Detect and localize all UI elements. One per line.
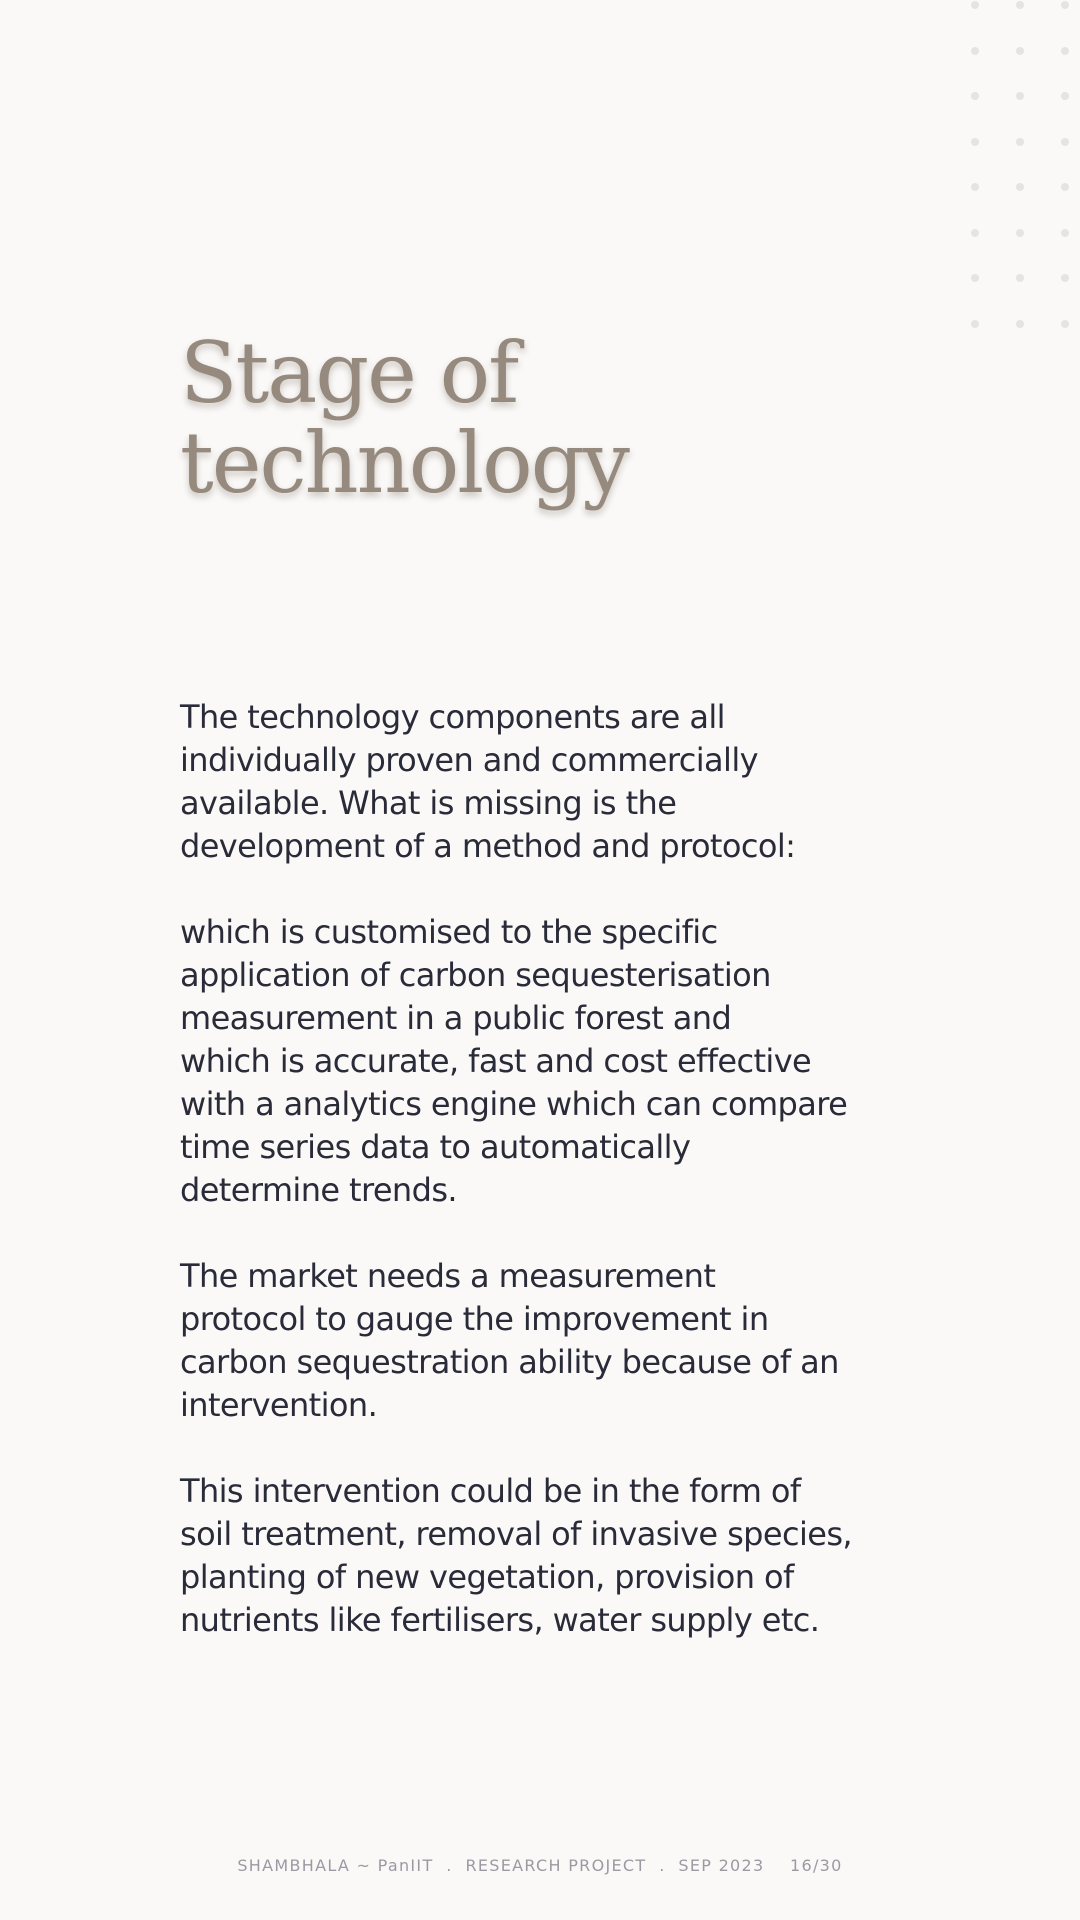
slide-footer: SHAMBHALA ~ PanIIT . RESEARCH PROJECT . SEP 2023 16/30: [237, 1856, 843, 1875]
decorative-dot: [971, 47, 979, 55]
decorative-dot: [971, 92, 979, 100]
body-paragraph-2: which is customised to the specific application of carbon sequesterisation measurement in a public forest and which is accurate, fast and cost effective with a analytics engine which can compare time series data to automatically determine trends.: [180, 913, 848, 1209]
decorative-dot: [1061, 183, 1069, 191]
decorative-dot-grid: [965, 0, 1080, 340]
decorative-dot: [971, 183, 979, 191]
decorative-dot: [1016, 1, 1024, 9]
slide-body: [180, 696, 880, 1685]
body-paragraph-1: The technology components are all individually proven and commercially available. What is missing is the development of a method and protocol:: [180, 698, 796, 865]
decorative-dot: [971, 274, 979, 282]
decorative-dot: [1016, 47, 1024, 55]
decorative-dot: [1061, 229, 1069, 237]
slide-title: Stage of technology: [180, 324, 628, 512]
decorative-dot: [1061, 92, 1069, 100]
decorative-dot: [1061, 274, 1069, 282]
decorative-dot: [971, 320, 979, 328]
body-paragraph-4: This intervention could be in the form of soil treatment, removal of invasive species, planting of new vegetation, provision of nutrients like fertilisers, water supply etc.: [180, 1472, 852, 1639]
body-paragraph-3: The market needs a measurement protocol to gauge the improvement in carbon sequestration ability because of an intervention.: [180, 1257, 839, 1424]
decorative-dot: [971, 1, 979, 9]
decorative-dot: [1016, 183, 1024, 191]
decorative-dot: [1016, 229, 1024, 237]
decorative-dot: [1061, 320, 1069, 328]
decorative-dot: [1016, 320, 1024, 328]
decorative-dot: [971, 138, 979, 146]
decorative-dot: [1061, 138, 1069, 146]
decorative-dot: [1016, 138, 1024, 146]
decorative-dot: [1016, 274, 1024, 282]
decorative-dot: [1016, 92, 1024, 100]
decorative-dot: [1061, 1, 1069, 9]
decorative-dot: [971, 229, 979, 237]
decorative-dot: [1061, 47, 1069, 55]
